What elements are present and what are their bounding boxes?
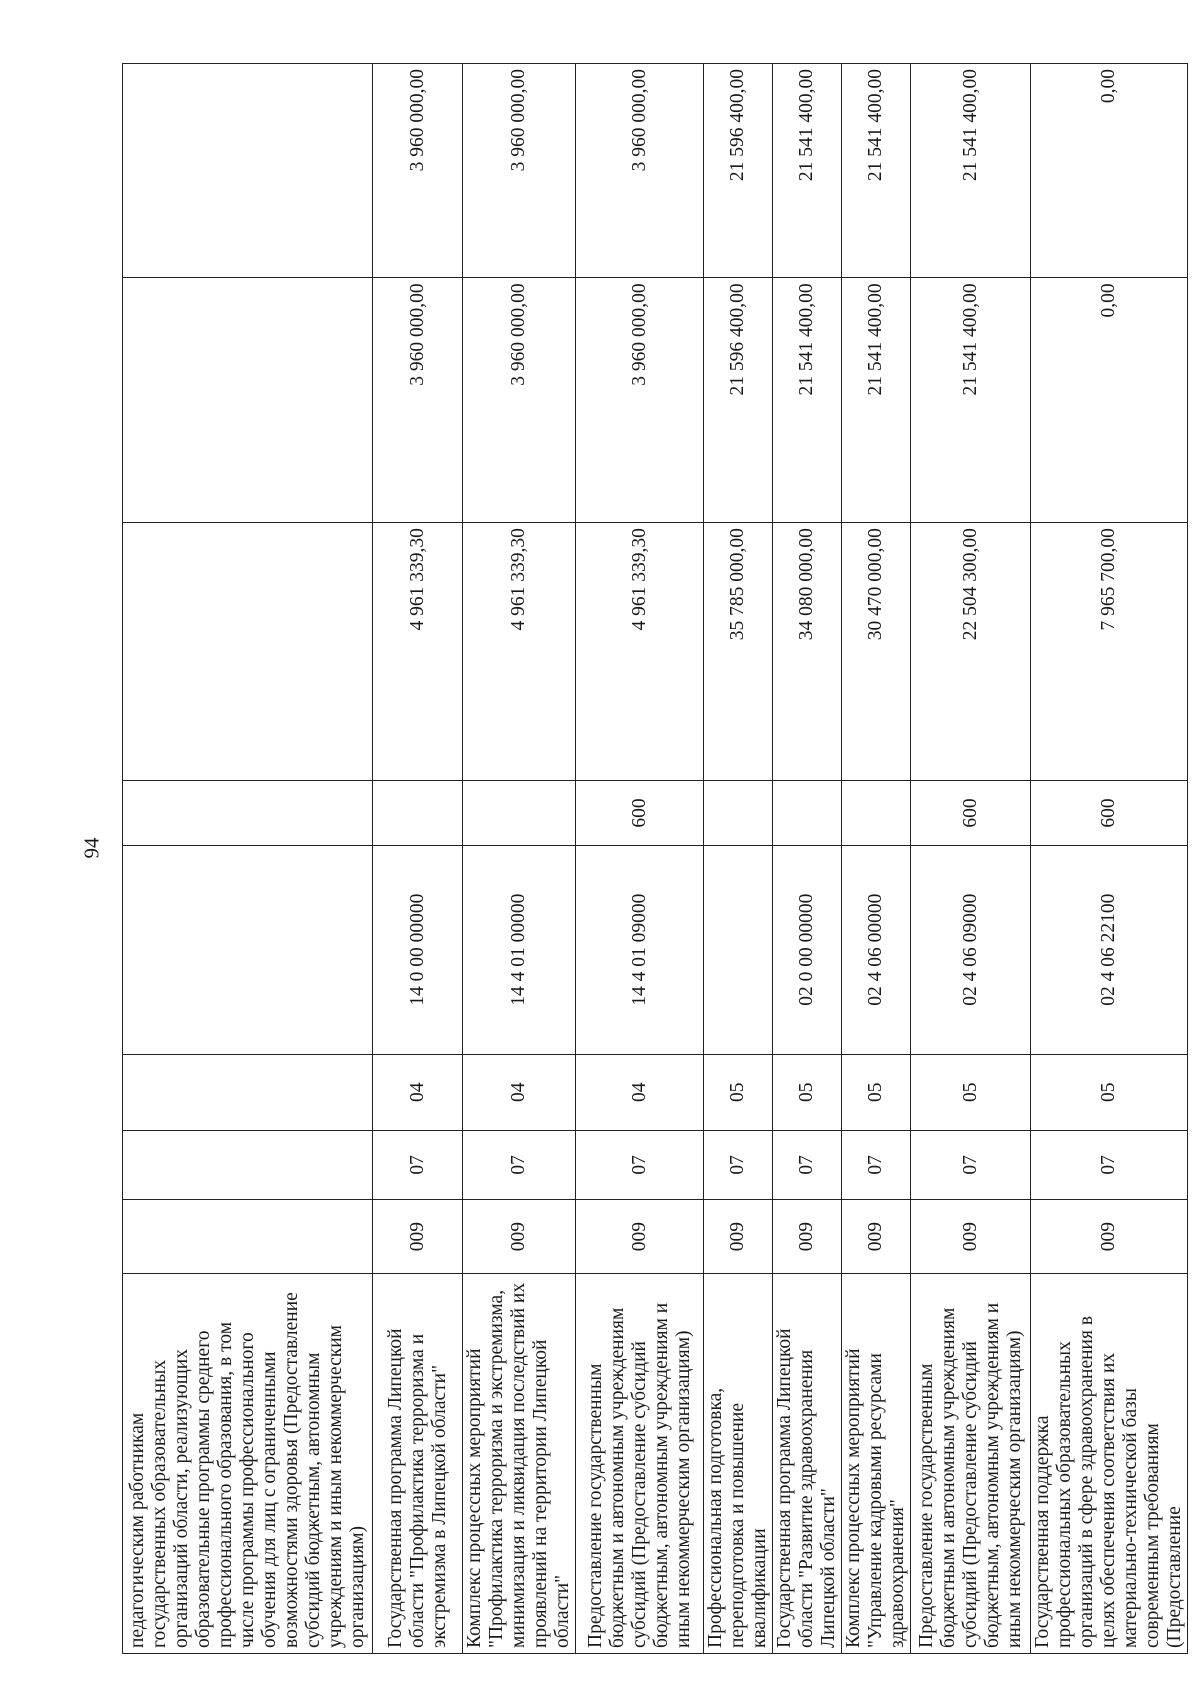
table-row [773,64,842,1654]
amount-year-3: 0,00 [1031,64,1188,278]
expense-type-code: 600 [911,781,1031,845]
expense-type-code [123,781,373,845]
amount-year-3: 3 960 000,00 [463,64,576,278]
expense-type-code [842,781,911,845]
target-article-code: 02 0 00 00000 [773,845,842,1054]
target-article-code: 14 4 01 00000 [463,845,576,1054]
row-description: Комплекс процессных мероприятий "Профилактика терроризма и экстремизма, минимизация и ликвидация последствий их проявлений на территории Липецкой области" [463,1274,576,1654]
table-row [1031,64,1188,1654]
table-row [704,64,773,1654]
ministry-code [123,1199,373,1273]
amount-year-3: 21 541 400,00 [842,64,911,278]
target-article-code [704,845,773,1054]
subsection-code: 05 [773,1054,842,1130]
amount-year-2: 0,00 [1031,278,1188,523]
ministry-code: 009 [704,1199,773,1273]
row-description: Предоставление государственным бюджетным и автономным учреждениям субсидий (Предоставление субсидий бюджетным, автономным учреждениям и иным некоммерческим организациям) [911,1274,1031,1654]
budget-table [122,63,1188,1654]
section-code: 07 [704,1130,773,1199]
expense-type-code [463,781,576,845]
amount-year-2: 3 960 000,00 [576,278,704,523]
row-description: Комплекс процессных мероприятий "Управление кадровыми ресурсами здравоохранения" [842,1274,911,1654]
table-row [373,64,463,1654]
row-description: педагогическим работникам государственных образовательных организаций области, реализующих образовательные программы среднего профессионального образования, в том числе программы профессионального обучения для лиц с ограниченными возможностями здоровья (Предоставление субсидий бюджетным, автономным учреждениям и иным некоммерческим организациям) [123,1274,373,1654]
section-code: 07 [911,1130,1031,1199]
row-description: Государственная программа Липецкой области "Развитие здравоохранения Липецкой области" [773,1274,842,1654]
row-description: Профессиональная подготовка, переподготовка и повышение квалификации [704,1274,773,1654]
subsection-code: 05 [842,1054,911,1130]
amount-year-3: 3 960 000,00 [373,64,463,278]
row-description: Государственная программа Липецкой области "Профилактика терроризма и экстремизма в Липецкой области" [373,1274,463,1654]
amount-year-3: 3 960 000,00 [576,64,704,278]
amount-year-2: 21 596 400,00 [704,278,773,523]
amount-year-2: 21 541 400,00 [773,278,842,523]
subsection-code: 05 [911,1054,1031,1130]
subsection-code: 04 [373,1054,463,1130]
ministry-code: 009 [773,1199,842,1273]
amount-year-3: 21 596 400,00 [704,64,773,278]
target-article-code: 02 4 06 22100 [1031,845,1188,1054]
expense-type-code [373,781,463,845]
section-code: 07 [373,1130,463,1199]
table-row [576,64,704,1654]
amount-year-3: 21 541 400,00 [773,64,842,278]
table-body [123,64,1188,1654]
section-code: 07 [576,1130,704,1199]
expense-type-code: 600 [576,781,704,845]
section-code: 07 [463,1130,576,1199]
subsection-code: 04 [463,1054,576,1130]
target-article-code: 14 4 01 09000 [576,845,704,1054]
subsection-code: 05 [704,1054,773,1130]
section-code: 07 [842,1130,911,1199]
section-code: 07 [1031,1130,1188,1199]
table-row [842,64,911,1654]
amount-year-2 [123,278,373,523]
amount-year-2: 21 541 400,00 [911,278,1031,523]
ministry-code: 009 [842,1199,911,1273]
subsection-code: 04 [576,1054,704,1130]
expense-type-code [704,781,773,845]
amount-year-3: 21 541 400,00 [911,64,1031,278]
expense-type-code [773,781,842,845]
amount-year-1: 22 504 300,00 [911,523,1031,781]
subsection-code: 05 [1031,1054,1188,1130]
row-description: Предоставление государственным бюджетным и автономным учреждениям субсидий (Предоставление субсидий бюджетным, автономным учреждениям и иным некоммерческим организациям) [576,1274,704,1654]
amount-year-1: 35 785 000,00 [704,523,773,781]
amount-year-1: 7 965 700,00 [1031,523,1188,781]
section-code: 07 [773,1130,842,1199]
amount-year-1: 4 961 339,30 [373,523,463,781]
subsection-code [123,1054,373,1130]
ministry-code: 009 [463,1199,576,1273]
ministry-code: 009 [1031,1199,1188,1273]
table-row [911,64,1031,1654]
amount-year-1: 30 470 000,00 [842,523,911,781]
amount-year-2: 21 541 400,00 [842,278,911,523]
expense-type-code: 600 [1031,781,1188,845]
ministry-code: 009 [373,1199,463,1273]
page-number: 94 [79,837,104,859]
section-code [123,1130,373,1199]
amount-year-1: 4 961 339,30 [463,523,576,781]
ministry-code: 009 [576,1199,704,1273]
target-article-code: 14 0 00 00000 [373,845,463,1054]
ministry-code: 009 [911,1199,1031,1273]
table-row [123,64,373,1654]
amount-year-1 [123,523,373,781]
rotated-page-content [122,63,1185,1654]
row-description: Государственная поддержка профессиональных образовательных организаций в сфере здравоохранения в целях обеспечения соответствия их материально-технической базы современным требованиям (Предоставление [1031,1274,1188,1654]
table-row [463,64,576,1654]
amount-year-2: 3 960 000,00 [463,278,576,523]
amount-year-2: 3 960 000,00 [373,278,463,523]
amount-year-1: 34 080 000,00 [773,523,842,781]
target-article-code: 02 4 06 09000 [911,845,1031,1054]
target-article-code: 02 4 06 00000 [842,845,911,1054]
amount-year-1: 4 961 339,30 [576,523,704,781]
target-article-code [123,845,373,1054]
amount-year-3 [123,64,373,278]
